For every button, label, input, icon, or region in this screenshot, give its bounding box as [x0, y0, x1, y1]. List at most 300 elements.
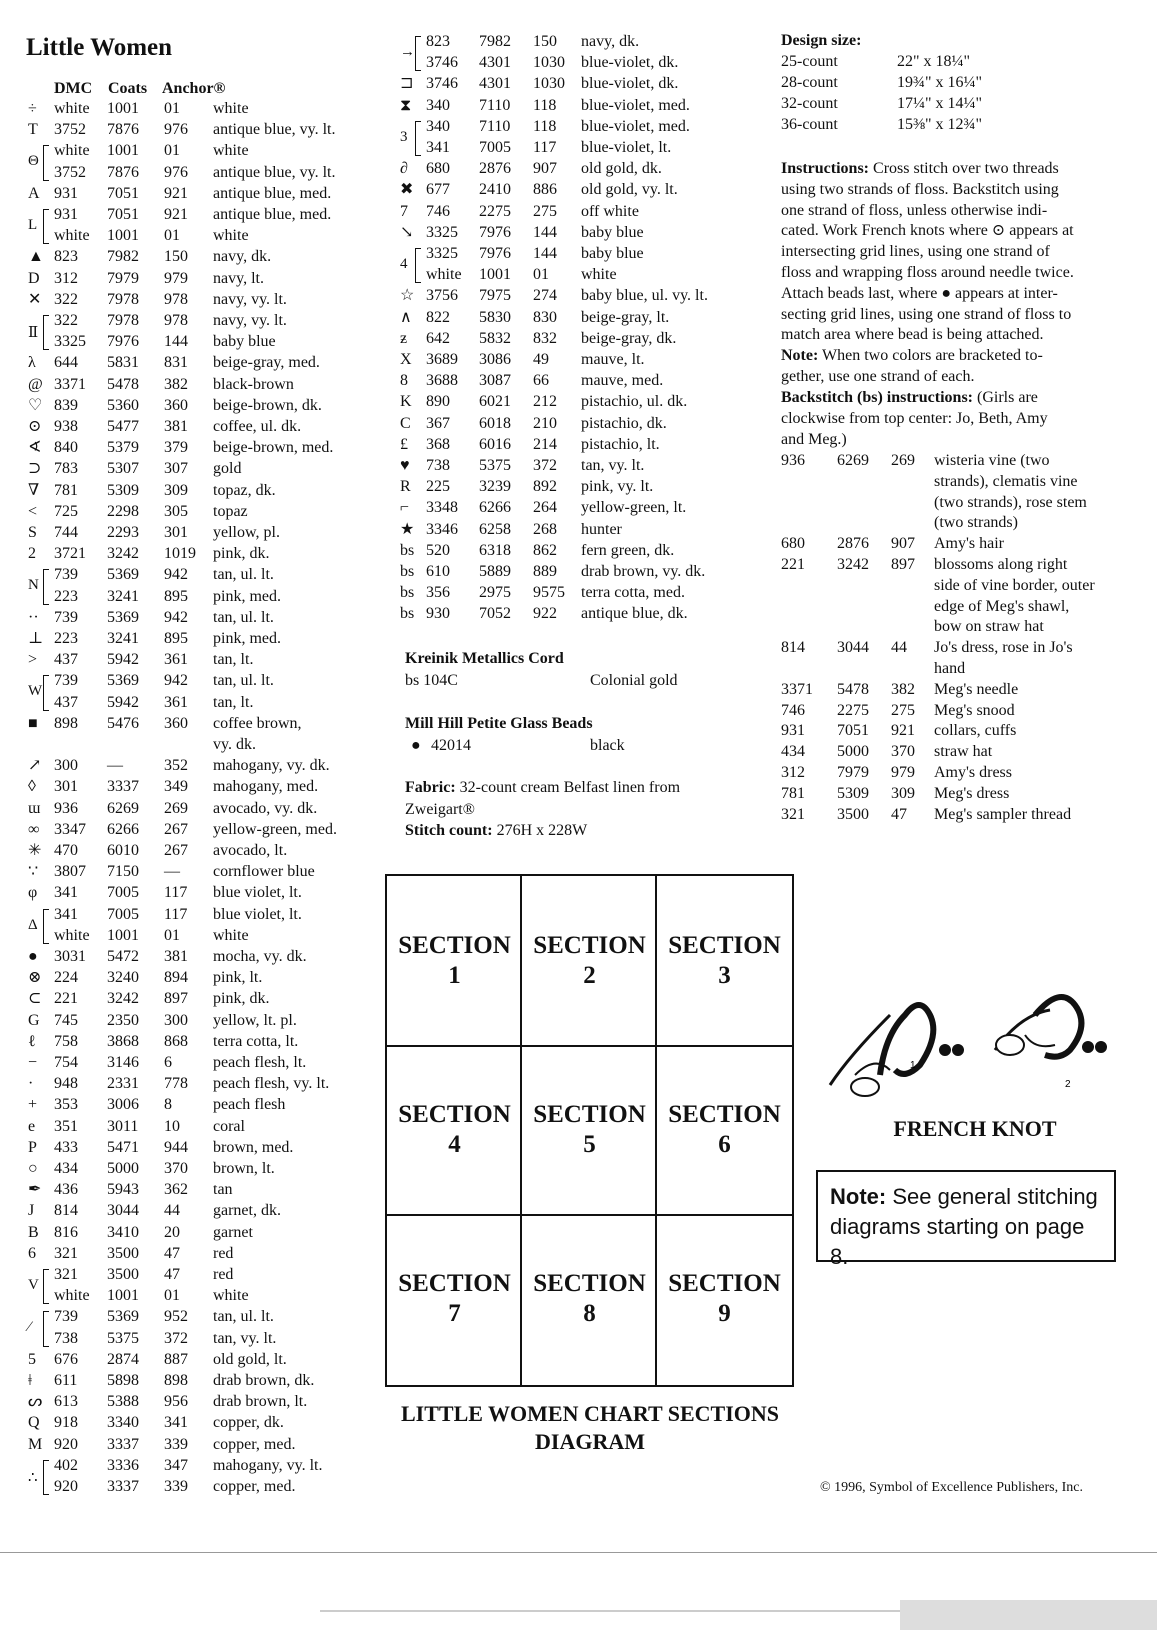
bracket-symbol: 4: [400, 256, 408, 272]
floss-anchor: 118: [533, 96, 557, 114]
floss-symbol: £: [400, 435, 408, 453]
floss-color-name: navy, dk.: [581, 33, 640, 50]
floss-dmc: 300: [54, 757, 78, 775]
floss-dmc: 433: [54, 1138, 78, 1156]
french-knot-caption: FRENCH KNOT: [893, 1116, 1057, 1141]
floss-dmc: 351: [54, 1117, 78, 1135]
bracket-symbol: L: [28, 217, 38, 233]
floss-anchor: 976: [164, 121, 188, 139]
floss-anchor: 339: [164, 1435, 188, 1453]
floss-color-name: hunter: [581, 520, 622, 538]
floss-dmc: 3325: [54, 333, 86, 351]
floss-color-name: yellow, lt. pl.: [213, 1011, 297, 1029]
backstitch-coats: 5309: [837, 784, 869, 802]
step-2-label: 2: [1065, 1079, 1071, 1090]
floss-symbol: 7: [400, 202, 408, 220]
floss-symbol: @: [28, 375, 43, 393]
floss-symbol: ⊥: [28, 630, 44, 647]
floss-dmc: 814: [54, 1202, 78, 1220]
floss-color-name: coffee, ul. dk.: [213, 418, 302, 435]
instructions-line: secting grid lines, using one strand of floss to: [781, 305, 1072, 323]
floss-anchor: 305: [164, 502, 188, 520]
floss-dmc: 3346: [426, 520, 458, 538]
floss-anchor: 117: [164, 884, 188, 902]
floss-coats: 3087: [479, 372, 511, 390]
backstitch-heading-line: [781, 387, 1038, 408]
section-word: SECTION: [668, 932, 781, 959]
backstitch-dmc: 746: [781, 701, 805, 719]
floss-coats: 3239: [479, 478, 511, 496]
bracket-symbol: 3: [400, 128, 408, 145]
floss-dmc: 930: [426, 605, 450, 623]
floss-coats: 2275: [479, 202, 511, 220]
backstitch-label: Backstitch (bs) instructions:: [781, 389, 974, 406]
floss-color-name: white: [213, 142, 249, 160]
floss-symbol: 5: [28, 1350, 36, 1368]
bracket: [43, 675, 49, 710]
floss-anchor: 66: [533, 372, 549, 390]
floss-dmc: 738: [54, 1329, 78, 1347]
backstitch-coats: 7051: [837, 722, 869, 740]
floss-anchor: 381: [164, 948, 188, 965]
section-number: 4: [448, 1131, 461, 1158]
floss-anchor: 944: [164, 1138, 188, 1156]
floss-coats: 7110: [479, 96, 511, 114]
floss-dmc: 642: [426, 329, 450, 347]
floss-anchor: 979: [164, 269, 188, 287]
floss-color-name: tan, lt.: [213, 693, 254, 711]
floss-color-name: baby blue, ul. vy. lt.: [581, 287, 708, 305]
bracket: [43, 209, 49, 244]
floss-coats: 5889: [479, 563, 511, 580]
floss-dmc: 3746: [426, 75, 458, 93]
floss-dmc: white: [54, 142, 90, 160]
floss-anchor: 49: [533, 351, 549, 368]
floss-anchor: 9575: [533, 584, 565, 602]
floss-anchor: 921: [164, 184, 188, 202]
floss-anchor: 868: [164, 1032, 188, 1050]
floss-dmc: white: [426, 266, 462, 284]
section-word: SECTION: [398, 1101, 511, 1128]
floss-color-name: pink, lt.: [213, 969, 263, 987]
backstitch-coats: 2275: [837, 701, 869, 719]
floss-dmc: 816: [54, 1223, 78, 1241]
backstitch-coats: 3044: [837, 639, 869, 657]
floss-coats: 3241: [107, 630, 139, 647]
bracket: [43, 145, 49, 180]
floss-anchor: 1030: [533, 54, 565, 72]
floss-dmc: 758: [54, 1032, 78, 1050]
floss-dmc: 3325: [426, 245, 458, 262]
backstitch-dmc: 434: [781, 743, 805, 761]
floss-coats: 2410: [479, 181, 511, 199]
floss-anchor: 307: [164, 460, 188, 478]
design-size-count: 32-count: [781, 95, 838, 112]
floss-color-name: pink, med.: [213, 587, 281, 605]
floss-anchor: 778: [164, 1075, 188, 1093]
instructions-line: Attach beads last, where ● appears at inter-: [781, 284, 1058, 302]
bracket: [43, 569, 49, 604]
floss-symbol: ✳: [28, 842, 42, 859]
floss-color-name: white: [213, 100, 249, 117]
floss-dmc: 3746: [426, 54, 458, 72]
bracket: [415, 248, 421, 283]
design-size-count: 25-count: [781, 53, 838, 70]
section-word: SECTION: [398, 1270, 511, 1297]
floss-anchor: 47: [164, 1244, 180, 1262]
section-word: SECTION: [398, 932, 511, 959]
floss-anchor: 942: [164, 608, 188, 626]
backstitch-description: Meg's snood: [934, 701, 1015, 719]
backstitch-description: Meg's sampler thread: [934, 805, 1072, 823]
floss-color-name: tan, ul. lt.: [213, 608, 274, 626]
floss-dmc: 3348: [426, 499, 458, 517]
floss-coats: 5476: [107, 714, 139, 732]
floss-dmc: 3325: [426, 223, 458, 241]
floss-symbol: ∇: [28, 481, 40, 499]
note-text-2: diagrams starting on page 8.: [830, 1214, 1085, 1269]
floss-color-name: beige-brown, dk.: [213, 396, 322, 414]
floss-coats: 5830: [479, 308, 511, 326]
floss-coats: 4301: [479, 75, 511, 93]
floss-coats: 3337: [107, 1478, 139, 1495]
floss-color-name: blue violet, lt.: [213, 884, 302, 902]
floss-dmc: 341: [426, 139, 450, 156]
floss-symbol: bs: [400, 541, 415, 559]
floss-color-name: cornflower blue: [213, 863, 315, 881]
floss-coats: 7052: [479, 605, 511, 623]
backstitch-dmc: 814: [781, 639, 805, 657]
floss-color-name: tan, lt.: [213, 651, 254, 669]
floss-symbol: ◊: [28, 778, 36, 796]
floss-symbol: ⌐: [400, 499, 410, 517]
floss-anchor: 361: [164, 693, 188, 711]
backstitch-coats: 5478: [837, 680, 869, 698]
floss-color-name: baby blue: [581, 245, 644, 262]
floss-coats: 7051: [107, 184, 139, 202]
floss-anchor: 361: [164, 651, 188, 669]
floss-color-name: antique blue, vy. lt.: [213, 163, 336, 181]
floss-coats: 7976: [107, 333, 139, 351]
floss-dmc: 3689: [426, 351, 458, 368]
floss-anchor: 942: [164, 566, 188, 584]
floss-color-name: mauve, lt.: [581, 351, 645, 368]
floss-anchor: 352: [164, 757, 188, 775]
floss-symbol: ✒: [28, 1181, 42, 1199]
floss-anchor: 382: [164, 375, 188, 393]
floss-anchor: 1030: [533, 75, 565, 93]
floss-coats: 7876: [107, 121, 139, 139]
design-size-dimensions: 22" x 18¼": [897, 53, 971, 70]
floss-anchor: 897: [164, 990, 188, 1008]
floss-color-name: tan, ul. lt.: [213, 1308, 274, 1326]
floss-coats: 6269: [107, 799, 139, 817]
floss-coats: 5832: [479, 329, 511, 347]
backstitch-dmc: 221: [781, 556, 805, 573]
floss-symbol: ●: [28, 948, 38, 965]
floss-coats: 3242: [107, 545, 139, 563]
floss-anchor: 264: [533, 499, 557, 517]
floss-color-name: blue-violet, dk.: [581, 54, 679, 72]
floss-anchor: 942: [164, 672, 188, 690]
floss-anchor: 372: [533, 457, 557, 474]
floss-dmc: 898: [54, 714, 78, 732]
floss-coats: 7110: [479, 117, 511, 135]
section-word: SECTION: [668, 1101, 781, 1128]
floss-symbol: ↗: [28, 757, 42, 775]
floss-color-name: vy. dk.: [213, 736, 256, 753]
backstitch-intro-line: clockwise from top center: Jo, Beth, Amy: [781, 410, 1048, 427]
floss-symbol: ■: [28, 714, 38, 732]
floss-color-name: navy, lt.: [213, 269, 264, 287]
floss-color-name: navy, dk.: [213, 248, 272, 266]
floss-dmc: 931: [54, 184, 78, 202]
floss-anchor: 379: [164, 439, 188, 457]
floss-anchor: 118: [533, 117, 557, 135]
floss-dmc: 368: [426, 435, 450, 453]
floss-anchor: 956: [164, 1393, 188, 1411]
floss-coats: 3011: [107, 1117, 139, 1135]
bracket: [415, 36, 421, 71]
floss-dmc: white: [54, 227, 90, 245]
floss-coats: 3086: [479, 351, 511, 368]
floss-dmc: 823: [54, 248, 78, 266]
floss-anchor: 300: [164, 1011, 188, 1029]
floss-coats: 3500: [107, 1266, 139, 1283]
floss-symbol: Q: [28, 1414, 40, 1432]
floss-anchor: 01: [164, 227, 180, 245]
backstitch-description: (two strands): [934, 514, 1018, 532]
floss-coats: 5360: [107, 396, 139, 414]
note-inline-text: When two colors are bracketed to-: [818, 347, 1043, 364]
floss-anchor: 117: [164, 905, 188, 923]
floss-symbol: +: [28, 1096, 38, 1114]
floss-coats: 3868: [107, 1032, 139, 1050]
floss-symbol: ♥: [400, 457, 410, 474]
floss-coats: 3340: [107, 1414, 139, 1432]
floss-dmc: 520: [426, 541, 450, 559]
kreinik-name: Colonial gold: [590, 672, 678, 689]
scan-noise: [0, 1530, 1157, 1631]
floss-coats: 1001: [107, 227, 139, 245]
floss-dmc: 739: [54, 608, 78, 626]
floss-anchor: 887: [164, 1350, 188, 1368]
floss-anchor: 01: [164, 142, 180, 160]
floss-symbol: ƶ: [400, 329, 408, 347]
fabric-line: [405, 777, 680, 798]
floss-symbol: A: [28, 184, 40, 202]
floss-color-name: garnet: [213, 1223, 253, 1241]
bracket-symbol: Θ: [28, 153, 39, 170]
floss-coats: 1001: [107, 1287, 139, 1305]
backstitch-description: strands), clematis vine: [934, 472, 1078, 490]
section-word: SECTION: [533, 932, 646, 959]
floss-anchor: 10: [164, 1117, 180, 1135]
floss-coats: 5471: [107, 1138, 139, 1156]
floss-dmc: white: [54, 926, 90, 944]
floss-color-name: beige-brown, med.: [213, 439, 334, 457]
floss-coats: 5478: [107, 375, 139, 393]
bracket: [415, 121, 421, 156]
floss-symbol: ∧: [400, 308, 412, 326]
section-number: 6: [718, 1131, 731, 1158]
floss-dmc: 322: [54, 312, 78, 329]
floss-symbol: ⊂: [28, 990, 42, 1008]
bracket-symbol: ⁄: [28, 1319, 31, 1336]
beads-name: black: [590, 737, 625, 754]
floss-coats: 7005: [107, 884, 139, 902]
floss-symbol: J: [28, 1202, 35, 1220]
floss-anchor: 339: [164, 1478, 188, 1495]
floss-anchor: 952: [164, 1308, 188, 1326]
floss-anchor: 214: [533, 435, 557, 453]
floss-anchor: 150: [164, 248, 188, 266]
floss-symbol: ✖: [400, 181, 414, 199]
floss-coats: 7150: [107, 863, 139, 881]
floss-dmc: 437: [54, 651, 78, 669]
floss-coats: 6266: [479, 499, 511, 517]
floss-color-name: copper, med.: [213, 1478, 296, 1495]
backstitch-anchor: 979: [891, 764, 915, 781]
floss-coats: 6016: [479, 435, 511, 453]
floss-coats: 7976: [479, 223, 511, 241]
floss-anchor: 144: [533, 245, 557, 262]
section-word: SECTION: [533, 1101, 646, 1128]
instructions-label: Instructions:: [781, 160, 870, 177]
floss-color-name: peach flesh, lt.: [213, 1054, 307, 1071]
header-dmc: DMC: [54, 80, 93, 97]
floss-color-name: white: [213, 227, 249, 245]
section-number: 9: [718, 1300, 731, 1327]
floss-anchor: 6: [164, 1054, 172, 1071]
floss-symbol: ··: [28, 608, 39, 626]
floss-anchor: 898: [164, 1372, 188, 1389]
floss-color-name: mahogany, vy. lt.: [213, 1456, 323, 1474]
floss-color-name: black-brown: [213, 375, 294, 393]
floss-symbol: R: [400, 478, 411, 496]
instructions-line: one strand of floss, unless otherwise indi-: [781, 201, 1048, 219]
design-size-count: 28-count: [781, 74, 838, 91]
floss-anchor: 267: [164, 820, 188, 838]
floss-color-name: drab brown, dk.: [213, 1372, 315, 1389]
floss-dmc: 938: [54, 418, 78, 435]
header-anchor: Anchor®: [162, 80, 226, 97]
floss-dmc: 341: [54, 905, 78, 923]
backstitch-anchor: 370: [891, 743, 915, 761]
section-number: 3: [718, 962, 731, 989]
backstitch-dmc: 3371: [781, 680, 813, 698]
floss-dmc: 739: [54, 672, 78, 690]
floss-dmc: 341: [54, 884, 78, 902]
floss-color-name: white: [581, 266, 617, 284]
floss-color-name: tan, ul. lt.: [213, 672, 274, 690]
floss-symbol: 6: [28, 1244, 36, 1262]
floss-coats: 2331: [107, 1075, 139, 1093]
floss-color-name: terra cotta, med.: [581, 584, 685, 602]
backstitch-description: edge of Meg's shawl,: [934, 597, 1070, 615]
floss-dmc: 434: [54, 1160, 78, 1177]
instructions-line: [781, 158, 1059, 179]
floss-symbol: T: [28, 121, 38, 139]
beads-symbol: ●: [411, 737, 421, 754]
floss-symbol: ▲: [28, 248, 44, 266]
floss-coats: 3337: [107, 1435, 139, 1453]
floss-coats: 1001: [479, 266, 511, 284]
backstitch-dmc: 312: [781, 764, 805, 781]
copyright: © 1996, Symbol of Excellence Publishers, Inc.: [820, 1480, 1083, 1495]
floss-dmc: 920: [54, 1435, 78, 1453]
floss-color-name: red: [213, 1244, 234, 1262]
floss-coats: 2874: [107, 1350, 139, 1368]
floss-symbol: ǂ: [28, 1372, 32, 1389]
bracket: [43, 315, 49, 350]
floss-color-name: tan: [213, 1181, 233, 1199]
floss-dmc: 223: [54, 587, 78, 605]
floss-anchor: 862: [533, 541, 557, 559]
floss-anchor: 341: [164, 1414, 188, 1432]
floss-color-name: baby blue: [581, 223, 644, 241]
backstitch-anchor: 907: [891, 535, 915, 553]
section-cell: [522, 1214, 657, 1384]
floss-dmc: 321: [54, 1244, 78, 1262]
floss-dmc: 470: [54, 842, 78, 859]
floss-symbol: ∵: [28, 863, 39, 881]
floss-dmc: 613: [54, 1393, 78, 1411]
floss-color-name: drab brown, lt.: [213, 1393, 308, 1411]
floss-coats: 5477: [107, 418, 139, 435]
floss-anchor: 886: [533, 181, 557, 199]
floss-coats: 6318: [479, 541, 511, 559]
floss-dmc: 890: [426, 393, 450, 411]
section-cell: [522, 1045, 657, 1215]
floss-anchor: —: [164, 863, 180, 881]
floss-coats: 3242: [107, 990, 139, 1008]
design-size-dimensions: 17¼" x 14¼": [897, 95, 983, 112]
floss-coats: 7982: [479, 33, 511, 50]
floss-color-name: drab brown, vy. dk.: [581, 563, 706, 580]
floss-color-name: navy, vy. lt.: [213, 312, 287, 329]
floss-color-name: yellow-green, med.: [213, 820, 337, 838]
floss-coats: 7978: [107, 290, 139, 308]
floss-symbol: P: [28, 1138, 37, 1156]
floss-anchor: 894: [164, 969, 188, 987]
floss-coats: 3336: [107, 1456, 139, 1474]
floss-coats: 5379: [107, 439, 139, 457]
floss-anchor: 372: [164, 1329, 188, 1347]
floss-dmc: 644: [54, 354, 78, 372]
floss-dmc: 312: [54, 269, 78, 287]
floss-symbol: λ: [28, 354, 36, 372]
floss-dmc: 3756: [426, 287, 458, 305]
floss-coats: 5369: [107, 1308, 139, 1326]
floss-coats: 2975: [479, 584, 511, 602]
floss-coats: 2293: [107, 524, 139, 541]
floss-coats: 7051: [107, 206, 139, 223]
floss-dmc: 610: [426, 563, 450, 580]
floss-symbol: ⊗: [28, 969, 42, 987]
floss-color-name: white: [213, 926, 249, 944]
bracket-symbol: V: [28, 1277, 39, 1293]
floss-dmc: 221: [54, 990, 78, 1008]
section-cell: [657, 1214, 792, 1384]
floss-symbol: e: [28, 1117, 36, 1135]
floss-symbol: φ: [28, 884, 38, 902]
floss-anchor: 921: [164, 206, 188, 223]
floss-color-name: antique blue, med.: [213, 206, 332, 223]
backstitch-dmc: 781: [781, 784, 805, 802]
design-size-dimensions: 15⅜" x 12¾": [897, 116, 983, 133]
floss-symbol: −: [28, 1054, 38, 1071]
